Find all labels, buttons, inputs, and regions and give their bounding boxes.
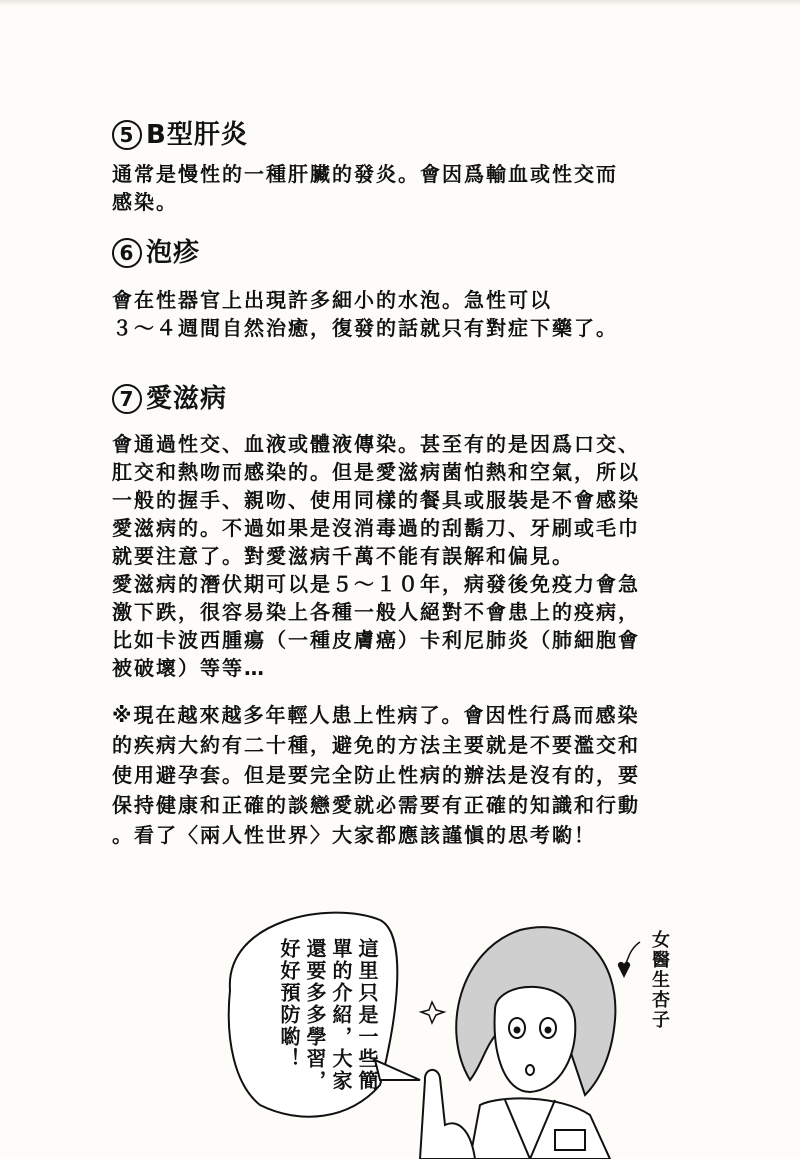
section-body: 會通過性交、血液或體液傳染。甚至有的是因爲口交、 肛交和熱吻而感染的。但是愛滋病菌怕熱和空氣，所以 一般的握手、親吻、使用同樣的餐具或服裝是不會感染 愛滋病的。不過如果是沒消毒過的刮鬍刀、牙刷或毛巾 就要注意了。對愛滋病千萬不能有誤解和偏見。 愛滋病的潛伏期可以是５～１０年，病發後免疫力會急 激下跌，很容易染上各種一般人絕對不會患上的疫病， 比如卡波西腫瘍（一種皮膚癌）卡利尼肺炎（肺細胞會 被破壞）等等…	[112, 432, 640, 680]
label-arrow-heart	[618, 962, 630, 978]
section-title: 泡疹	[146, 238, 201, 268]
section-heading	[112, 382, 712, 416]
doctor-pointing-hand	[420, 1070, 475, 1159]
section-number: 6	[112, 238, 142, 268]
section-number: 5	[112, 120, 142, 150]
scan-edge	[0, 0, 800, 6]
section-number: 7	[112, 384, 142, 414]
speech-bubble-tail	[375, 1060, 420, 1080]
speech-bubble-text: 這里只是一些簡單的介紹，大家還要多多學習，好好預防喲！	[277, 938, 379, 1092]
doctor-illustration	[0, 880, 800, 1159]
section-body: 會在性器官上出現許多細小的水泡。急性可以 ３～４週間自然治癒，復發的話就只有對症下藥了。	[112, 288, 618, 340]
closing-note: ※現在越來越多年輕人患上性病了。會因性行爲而感染 的疾病大約有二十種，避免的方法主要就是不要濫交和 使用避孕套。但是要完全防止性病的辦法是沒有的，要 保持健康和正確的談戀愛就必需要有正確的知識和行動 。看了〈兩人性世界〉大家都應該謹愼的思考喲！	[112, 703, 640, 847]
section-title: B型肝炎	[146, 120, 248, 150]
character-label: 女醫生杏子	[649, 930, 670, 1030]
section-body: 通常是慢性的一種肝臟的發炎。會因爲輸血或性交而 感染。	[112, 162, 618, 214]
section-title: 愛滋病	[146, 384, 228, 414]
sparkle-icon	[421, 1002, 444, 1023]
section-heading	[112, 118, 712, 152]
doctor-coat	[470, 1098, 610, 1159]
section-aids	[112, 382, 712, 682]
section-herpes	[112, 236, 712, 342]
section-hepatitis-b	[112, 118, 712, 216]
section-heading	[112, 236, 712, 270]
doctor-face	[495, 987, 576, 1092]
